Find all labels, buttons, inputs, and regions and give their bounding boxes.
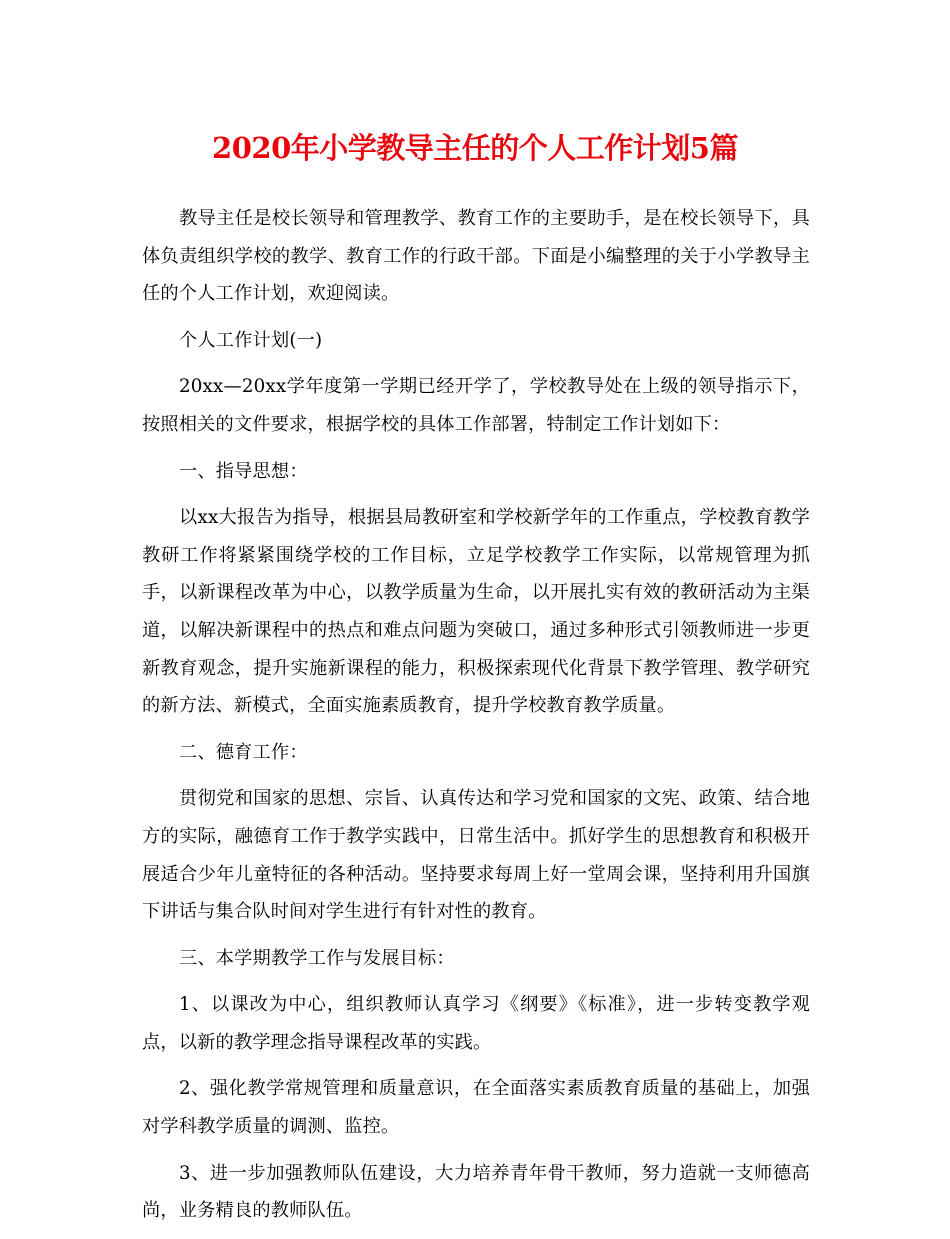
moral-education-paragraph: 贯彻党和国家的思想、宗旨、认真传达和学习党和国家的文宪、政策、结合地方的实际，融德育工作于教学实践中，日常生活中。抓好学生的思想教育和积极开展适合少年儿童特征的各种活动。坚持要求每周上好一堂周会课，坚持利用升国旗下讲话与集合队时间对学生进行有针对性的教育。 xyxy=(142,788,810,923)
goal-item-1: 1、以课改为中心，组织教师认真学习《纲要》《标准》，进一步转变教学观点，以新的教学理念指导课程改革的实践。 xyxy=(142,994,810,1053)
plan-heading: 个人工作计划(一) xyxy=(179,329,323,351)
intro-paragraph: 教导主任是校长领导和管理教学、教育工作的主要助手，是在校长领导下，具体负责组织学校的教学、教育工作的行政干部。下面是小编整理的关于小学教导主任的个人工作计划，欢迎阅读。 xyxy=(142,208,810,305)
guiding-ideology-paragraph: 以xx大报告为指导，根据县局教研室和学校新学年的工作重点，学校教育教学教研工作将紧紧围绕学校的工作目标，立足学校教学工作实际，以常规管理为抓手，以新课程改革为中心，以教学质量为生命，以开展扎实有效的教研活动为主渠道，以解决新课程中的热点和难点问题为突破口，通过多种形式引领教师进一步更新教育观念，提升实施新课程的能力，积极探索现代化背景下教学管理、教学研究的新方法、新模式，全面实施素质教育，提升学校教育教学质量。 xyxy=(142,507,810,717)
section-heading-guiding-ideology: 一、指导思想： xyxy=(179,460,308,482)
section-heading-semester-goals: 三、本学期教学工作与发展目标： xyxy=(179,947,455,969)
goal-item-2: 2、强化教学常规管理和质量意识，在全面落实素质教育质量的基础上，加强对学科教学质量的调测、监控。 xyxy=(142,1078,810,1138)
plan-intro-paragraph: 20xx—20xx学年度第一学期已经开学了，学校教导处在上级的领导指示下，按照相关的文件要求，根据学校的具体工作部署，特制定工作计划如下： xyxy=(142,376,810,435)
document-body xyxy=(142,200,810,1239)
section-heading-moral-education: 二、德育工作： xyxy=(179,741,308,763)
document-title: 2020年小学教导主任的个人工作计划5篇 xyxy=(212,131,738,165)
goal-item-3: 3、进一步加强教师队伍建设，大力培养青年骨干教师，努力造就一支师德高尚，业务精良的教师队伍。 xyxy=(142,1162,810,1222)
